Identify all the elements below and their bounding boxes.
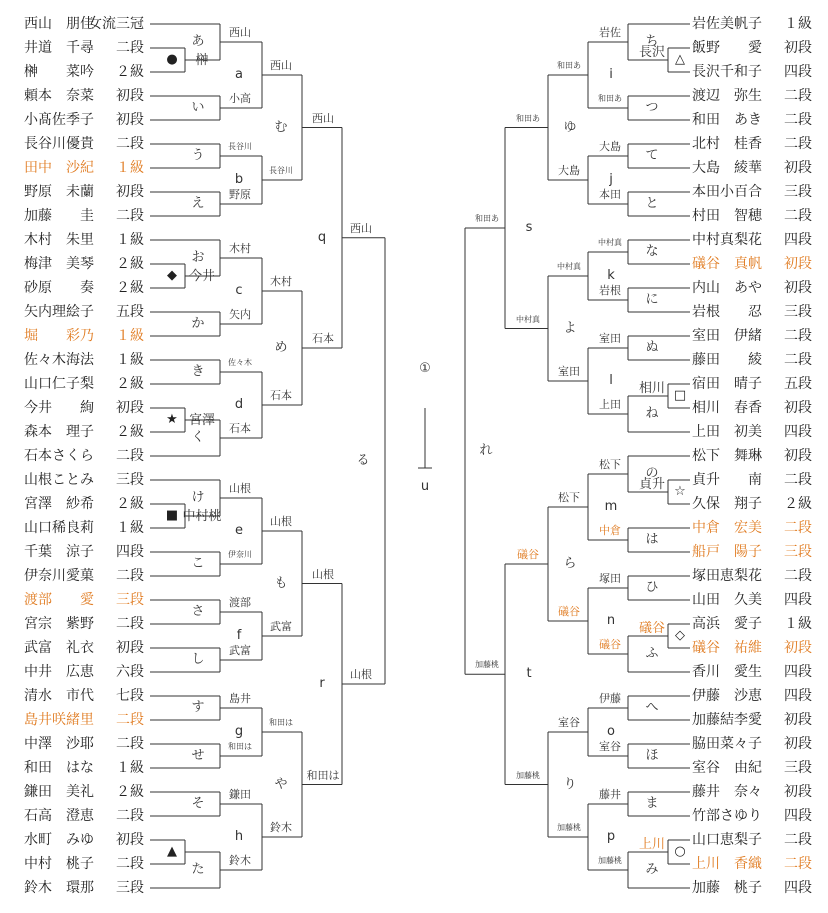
right-player-rank: 初段 <box>784 40 812 56</box>
left-match-label: い <box>191 100 205 115</box>
left-player-name: 伊奈川愛菓 <box>24 568 94 584</box>
left-winner-name: 長谷川 <box>269 166 293 175</box>
right-match-label: つ <box>645 100 659 115</box>
left-player-rank: ２級 <box>116 376 144 392</box>
left-round-label: g <box>234 724 244 739</box>
right-prelim-winner: 長沢 <box>638 45 666 60</box>
left-player-rank: １級 <box>116 520 144 536</box>
left-player-name: 中井 広恵 <box>24 664 94 680</box>
right-player-name: 久保 翔子 <box>692 496 762 512</box>
left-player-name: 堀 彩乃 <box>24 328 94 344</box>
left-player-rank: 女流三冠 <box>88 16 144 32</box>
right-player-rank: 二段 <box>784 568 812 584</box>
left-match-label: か <box>191 316 205 331</box>
right-match-label: ふ <box>645 646 659 661</box>
right-match-label: ね <box>645 406 659 421</box>
left-prelim-winner: 今井 <box>188 269 216 284</box>
left-player-rank: 七段 <box>116 688 144 704</box>
right-winner-name: 加藤桃 <box>475 660 499 670</box>
right-player-name: 山田 久美 <box>692 592 762 608</box>
left-player-name: 榊 菜吟 <box>24 64 94 80</box>
left-player-name: 長谷川優貴 <box>24 136 94 152</box>
right-round-label: れ <box>479 443 493 459</box>
left-player-name: 西山 朋佳 <box>24 16 94 32</box>
right-player-rank: 初段 <box>784 160 812 176</box>
left-player-name: 石本さくら <box>24 448 94 464</box>
left-round-label: や <box>274 776 288 792</box>
right-player-rank: 三段 <box>784 544 812 560</box>
left-match-label: す <box>191 700 205 715</box>
left-player-rank: 二段 <box>116 136 144 152</box>
right-winner-name: 室谷 <box>599 740 621 753</box>
left-winner-name: 山根 <box>229 482 251 495</box>
right-player-name: 松下 舞琳 <box>692 448 762 464</box>
left-player-name: 清水 市代 <box>24 688 94 704</box>
right-player-name: 藤井 奈々 <box>692 784 762 800</box>
left-player-rank: 初段 <box>116 88 144 104</box>
right-round-label: m <box>604 499 618 514</box>
left-prelim-winner: 宮澤 <box>188 413 216 428</box>
right-player-rank: 四段 <box>784 592 812 608</box>
left-winner-name: 島井 <box>229 692 251 705</box>
right-player-rank: 二段 <box>784 520 812 536</box>
seed-symbol: ◆ <box>167 268 177 283</box>
right-round-label: t <box>526 666 532 682</box>
right-player-name: 本田小百合 <box>692 184 762 200</box>
right-player-name: 飯野 愛 <box>692 40 762 56</box>
left-winner-name: 渡部 <box>229 596 251 609</box>
right-player-name: 藤田 綾 <box>692 352 762 368</box>
right-winner-name: 岩根 <box>599 284 621 297</box>
left-match-label: せ <box>191 748 205 763</box>
left-player-name: 水町 みゆ <box>24 832 94 848</box>
left-player-rank: 二段 <box>116 40 144 56</box>
right-round-label: ゆ <box>563 119 577 135</box>
right-player-rank: ２級 <box>784 496 812 512</box>
left-round-label: d <box>234 397 244 412</box>
seed-symbol: ○ <box>674 844 686 859</box>
left-winner-name: 武富 <box>229 644 251 657</box>
left-match-label: き <box>191 364 205 379</box>
left-prelim-winner: 中村桃 <box>182 509 222 524</box>
right-player-name: 長沢千和子 <box>692 64 762 80</box>
right-player-name: 山口恵梨子 <box>692 832 762 848</box>
right-player-rank: １級 <box>784 616 812 632</box>
right-player-name: 室田 伊緒 <box>692 328 762 344</box>
right-winner-name: 中倉 <box>599 524 621 537</box>
left-winner-name: 木村 <box>270 275 292 288</box>
right-player-name: 岩根 忍 <box>692 304 762 320</box>
left-player-rank: １級 <box>116 232 144 248</box>
left-match-label: お <box>191 250 205 265</box>
right-player-rank: 二段 <box>784 88 812 104</box>
left-player-name: 山口仁子梨 <box>24 376 94 392</box>
right-winner-name: 上田 <box>599 398 621 411</box>
left-player-name: 中村 桃子 <box>24 856 94 872</box>
left-player-name: 山口稀良莉 <box>24 520 94 536</box>
right-prelim-winner: 貞升 <box>638 477 666 492</box>
right-match-label: に <box>645 292 659 307</box>
right-match-label: は <box>645 532 659 547</box>
left-player-rank: 二段 <box>116 616 144 632</box>
right-prelim-winner: 相川 <box>638 381 666 396</box>
right-player-rank: 四段 <box>784 688 812 704</box>
left-player-rank: ２級 <box>116 64 144 80</box>
left-winner-name: 和田は <box>306 768 340 782</box>
left-player-rank: ２級 <box>116 784 144 800</box>
left-round-label: む <box>274 119 288 135</box>
right-player-name: 北村 桂香 <box>692 136 762 152</box>
left-player-name: 井道 千尋 <box>24 40 94 56</box>
left-round-label: c <box>235 283 243 298</box>
left-player-rank: ２級 <box>116 496 144 512</box>
left-round-label: a <box>235 67 243 82</box>
right-winner-name: 室田 <box>599 332 621 345</box>
left-match-label: あ <box>191 34 205 49</box>
left-player-name: 森本 理子 <box>24 424 94 440</box>
right-match-label: と <box>645 196 659 211</box>
left-winner-name: 石本 <box>270 389 292 402</box>
right-winner-name: 伊藤 <box>599 692 621 705</box>
left-player-rank: 二段 <box>116 736 144 752</box>
left-winner-name: 山根 <box>312 567 334 581</box>
left-player-name: 梅津 美琴 <box>24 256 94 272</box>
left-winner-name: 伊奈川 <box>228 550 252 559</box>
left-winner-name: 鎌田 <box>229 788 251 801</box>
right-player-name: 中村真梨花 <box>692 232 762 248</box>
right-player-rank: 初段 <box>784 736 812 752</box>
right-round-label: j <box>609 172 613 187</box>
left-player-name: 木村 朱里 <box>24 232 94 248</box>
right-player-name: 加藤結李愛 <box>692 712 762 728</box>
right-player-rank: 四段 <box>784 232 812 248</box>
right-player-rank: 二段 <box>784 832 812 848</box>
right-winner-name: 大島 <box>558 164 580 177</box>
right-player-rank: １級 <box>784 16 812 32</box>
left-player-rank: 初段 <box>116 832 144 848</box>
left-match-label: く <box>191 430 205 445</box>
right-match-label: ほ <box>645 748 659 763</box>
left-player-rank: 初段 <box>116 640 144 656</box>
right-player-name: 中倉 宏美 <box>692 520 762 536</box>
left-player-name: 頼本 奈菜 <box>24 88 94 104</box>
left-player-name: 小髙佐季子 <box>24 112 94 128</box>
left-player-rank: 初段 <box>116 184 144 200</box>
left-winner-name: 西山 <box>229 26 251 39</box>
right-winner-name: 塚田 <box>599 572 621 585</box>
right-player-rank: 二段 <box>784 112 812 128</box>
left-winner-name: 矢内 <box>229 308 251 321</box>
left-player-name: 田中 沙紀 <box>24 160 94 176</box>
left-player-rank: １級 <box>116 328 144 344</box>
right-round-label: i <box>609 67 613 82</box>
right-prelim-winner: 礒谷 <box>638 621 666 636</box>
right-player-name: 高浜 愛子 <box>692 616 762 632</box>
right-player-rank: 初段 <box>784 256 812 272</box>
left-player-name: 砂原 奏 <box>24 280 94 296</box>
left-player-name: 宮澤 紗希 <box>24 496 94 512</box>
left-winner-name: 木村 <box>229 242 251 255</box>
right-winner-name: 岩佐 <box>599 26 621 39</box>
left-player-name: 鈴木 環那 <box>24 880 94 896</box>
right-player-rank: 二段 <box>784 856 812 872</box>
left-winner-name: 和田は <box>228 742 252 751</box>
left-winner-name: 小高 <box>229 92 251 105</box>
seed-symbol: ◇ <box>675 628 685 643</box>
right-winner-name: 加藤桃 <box>516 770 540 780</box>
left-round-label: h <box>234 829 244 844</box>
left-player-rank: 二段 <box>116 448 144 464</box>
left-player-rank: ２級 <box>116 256 144 272</box>
right-player-name: 竹部さゆり <box>692 808 762 824</box>
right-player-name: 香川 愛生 <box>692 664 762 680</box>
left-winner-name: 山根 <box>350 668 372 681</box>
right-match-label: み <box>645 862 659 877</box>
seed-symbol: ● <box>166 52 178 67</box>
left-winner-name: 石本 <box>229 422 251 435</box>
right-player-rank: 二段 <box>784 352 812 368</box>
right-player-rank: 三段 <box>784 184 812 200</box>
right-round-label: ら <box>563 556 577 571</box>
right-player-rank: 三段 <box>784 304 812 320</box>
right-player-rank: 二段 <box>784 328 812 344</box>
right-player-name: 船戸 陽子 <box>692 544 762 560</box>
right-round-label: l <box>609 373 613 388</box>
right-winner-name: 礒谷 <box>517 548 539 561</box>
left-round-label: め <box>274 340 288 355</box>
left-player-rank: 三段 <box>116 592 144 608</box>
left-player-rank: 二段 <box>116 856 144 872</box>
right-winner-name: 室田 <box>558 365 580 378</box>
left-match-label: そ <box>191 796 205 811</box>
left-winner-name: 西山 <box>270 59 292 72</box>
right-winner-name: 加藤桃 <box>557 823 581 832</box>
right-player-rank: 二段 <box>784 208 812 224</box>
right-player-rank: 二段 <box>784 472 812 488</box>
right-player-name: 貞升 南 <box>692 472 762 488</box>
left-player-name: 加藤 圭 <box>24 208 94 224</box>
right-winner-name: 和田あ <box>516 113 540 123</box>
right-match-label: ひ <box>645 580 659 595</box>
right-player-rank: 初段 <box>784 784 812 800</box>
left-player-rank: 初段 <box>116 112 144 128</box>
left-player-rank: 三段 <box>116 472 144 488</box>
right-round-label: o <box>607 724 615 739</box>
right-match-label: ち <box>645 34 659 49</box>
right-player-name: 宿田 晴子 <box>692 376 762 392</box>
left-player-name: 山根ことみ <box>24 472 94 488</box>
right-winner-name: 松下 <box>599 458 621 471</box>
left-player-name: 野原 未蘭 <box>24 184 94 200</box>
left-player-name: 石高 澄恵 <box>24 808 94 824</box>
right-round-label: s <box>525 220 533 235</box>
left-player-name: 島井咲緒里 <box>24 712 94 728</box>
right-player-name: 室谷 由紀 <box>692 760 762 776</box>
left-player-rank: １級 <box>116 352 144 368</box>
right-match-label: ぬ <box>645 340 659 355</box>
right-match-label: な <box>645 244 659 259</box>
left-player-name: 渡部 愛 <box>24 592 94 608</box>
right-player-name: 礒谷 真帆 <box>692 256 762 272</box>
right-round-label: n <box>606 613 616 628</box>
right-match-label: ま <box>645 796 659 811</box>
left-player-rank: 初段 <box>116 400 144 416</box>
right-player-name: 上田 初美 <box>692 424 762 440</box>
right-player-rank: 初段 <box>784 640 812 656</box>
left-winner-name: 石本 <box>312 332 334 345</box>
left-winner-name: 長谷川 <box>228 142 252 151</box>
left-player-rank: 二段 <box>116 808 144 824</box>
left-match-label: こ <box>191 556 205 571</box>
right-winner-name: 和田あ <box>557 61 581 70</box>
left-winner-name: 西山 <box>312 111 334 125</box>
left-match-label: し <box>191 652 205 667</box>
left-player-name: 宮宗 紫野 <box>24 616 94 632</box>
left-player-rank: ２級 <box>116 280 144 296</box>
right-winner-name: 中村真 <box>516 314 540 324</box>
right-winner-name: 和田あ <box>475 214 499 223</box>
left-player-rank: １級 <box>116 760 144 776</box>
right-winner-name: 加藤桃 <box>598 856 622 865</box>
left-player-rank: ２級 <box>116 424 144 440</box>
right-player-rank: 四段 <box>784 664 812 680</box>
left-player-rank: 四段 <box>116 544 144 560</box>
right-round-label: p <box>606 829 616 844</box>
right-winner-name: 和田あ <box>598 94 622 103</box>
left-match-label: さ <box>191 604 205 619</box>
right-winner-name: 藤井 <box>599 788 621 801</box>
left-round-label: f <box>236 628 242 643</box>
left-round-label: e <box>235 523 243 538</box>
left-winner-name: 野原 <box>229 188 251 201</box>
right-player-name: 相川 春香 <box>692 400 762 416</box>
final-match-number: ① <box>419 361 431 376</box>
left-winner-name: 鈴木 <box>229 854 251 867</box>
left-winner-name: 山根 <box>270 515 292 528</box>
left-player-rank: 六段 <box>116 664 144 680</box>
left-winner-name: 武富 <box>270 620 292 633</box>
right-match-label: へ <box>645 700 659 715</box>
left-player-rank: 二段 <box>116 568 144 584</box>
right-player-name: 礒谷 祐維 <box>692 640 762 656</box>
right-player-rank: 四段 <box>784 808 812 824</box>
right-player-rank: 五段 <box>784 376 812 392</box>
seed-symbol: ★ <box>166 412 178 427</box>
seed-symbol: □ <box>673 388 687 403</box>
right-round-label: よ <box>563 320 577 336</box>
left-winner-name: 和田は <box>269 718 293 727</box>
left-player-name: 鎌田 美礼 <box>24 784 94 800</box>
left-round-label: る <box>356 452 370 468</box>
left-player-name: 武富 礼衣 <box>24 640 94 656</box>
right-winner-name: 大島 <box>599 140 621 153</box>
left-player-rank: 二段 <box>116 208 144 224</box>
right-player-name: 大島 綾華 <box>692 160 762 176</box>
right-winner-name: 室谷 <box>558 716 580 729</box>
left-round-label: r <box>319 676 325 691</box>
left-match-label: え <box>191 196 205 211</box>
seed-symbol: ▲ <box>167 844 177 859</box>
right-player-rank: 初段 <box>784 280 812 296</box>
left-winner-name: 西山 <box>350 221 372 235</box>
seed-symbol: △ <box>675 52 685 67</box>
left-player-name: 中澤 沙耶 <box>24 736 94 752</box>
right-player-name: 渡辺 弥生 <box>692 88 762 104</box>
left-round-label: も <box>274 575 288 591</box>
left-player-name: 佐々木海法 <box>24 352 94 368</box>
right-winner-name: 礒谷 <box>558 605 580 618</box>
right-player-rank: 三段 <box>784 760 812 776</box>
right-player-rank: 二段 <box>784 136 812 152</box>
right-player-name: 脇田菜々子 <box>692 736 762 752</box>
left-winner-name: 鈴木 <box>270 821 292 834</box>
left-player-rank: 五段 <box>116 304 144 320</box>
left-winner-name: 佐々木 <box>228 358 252 367</box>
left-match-label: け <box>191 490 205 505</box>
left-round-label: b <box>234 172 244 187</box>
left-player-rank: 二段 <box>116 712 144 728</box>
right-match-label: て <box>645 148 659 163</box>
left-prelim-winner: 榊 <box>195 53 209 68</box>
left-player-name: 今井 絢 <box>24 400 94 416</box>
seed-symbol: ■ <box>165 508 179 523</box>
right-winner-name: 松下 <box>558 491 580 504</box>
right-winner-name: 礒谷 <box>599 638 621 651</box>
right-prelim-winner: 上川 <box>638 837 666 852</box>
right-player-rank: 初段 <box>784 400 812 416</box>
left-match-label: た <box>191 862 205 877</box>
right-round-label: k <box>607 268 615 283</box>
right-player-rank: 四段 <box>784 424 812 440</box>
right-player-name: 塚田恵梨花 <box>692 568 762 584</box>
final-match-label: u <box>420 479 430 494</box>
right-match-label: の <box>645 466 659 481</box>
right-player-name: 内山 あや <box>692 280 762 296</box>
right-player-name: 村田 智穂 <box>692 208 762 224</box>
seed-symbol: ☆ <box>674 484 686 499</box>
left-round-label: q <box>317 229 327 245</box>
left-match-label: う <box>191 148 205 163</box>
right-round-label: り <box>563 776 577 792</box>
left-player-name: 矢内理絵子 <box>24 304 94 320</box>
left-player-rank: １級 <box>116 160 144 176</box>
right-player-name: 岩佐美帆子 <box>692 16 762 32</box>
right-player-name: 伊藤 沙恵 <box>692 688 762 704</box>
right-player-name: 加藤 桃子 <box>692 880 762 896</box>
right-winner-name: 中村真 <box>557 262 581 271</box>
right-winner-name: 本田 <box>599 188 621 201</box>
right-player-name: 和田 あき <box>692 112 762 128</box>
left-player-name: 千葉 涼子 <box>24 544 94 560</box>
right-player-rank: 初段 <box>784 448 812 464</box>
left-player-name: 和田 はな <box>24 760 94 776</box>
right-player-name: 上川 香織 <box>692 856 762 872</box>
left-player-rank: 三段 <box>116 880 144 896</box>
right-player-rank: 四段 <box>784 64 812 80</box>
right-winner-name: 中村真 <box>598 238 622 247</box>
right-player-rank: 初段 <box>784 712 812 728</box>
right-player-rank: 四段 <box>784 880 812 896</box>
